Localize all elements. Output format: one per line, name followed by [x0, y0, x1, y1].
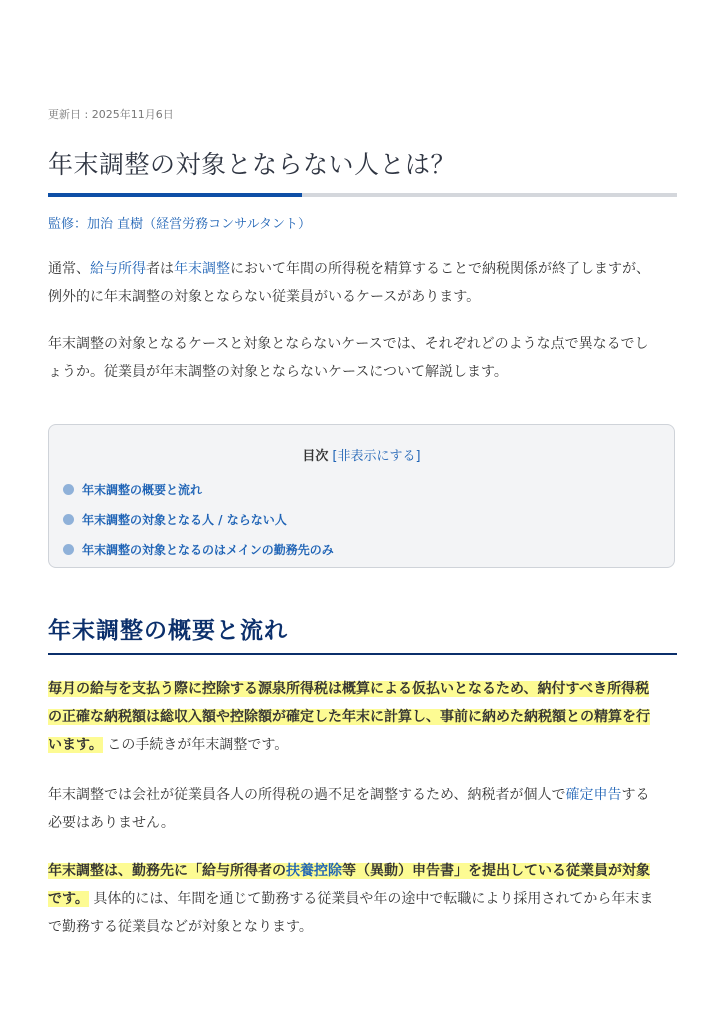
link-nenmatsu-chosei[interactable]: 年末調整 — [174, 261, 230, 277]
text-segment: この手続きが年末調整です。 — [107, 737, 289, 753]
intro-paragraph-2 — [48, 330, 678, 386]
section-paragraph-1-line-1 — [48, 675, 678, 703]
section-paragraph-2 — [48, 781, 678, 837]
text-segment: 年末調整では会社が従業員各人の所得税の過不足を調整するため、納税者が個人で — [48, 787, 566, 803]
intro-paragraph-1-line-2: 例外的に年末調整の対象とならない従業員がいるケースがあります。 — [48, 289, 481, 305]
title-underline-accent — [48, 193, 302, 197]
bullet-icon — [63, 484, 74, 495]
table-of-contents — [48, 424, 675, 568]
toc-item-label: 年末調整の対象となるのはメインの勤務先のみ — [82, 543, 334, 557]
toc-heading: 目次 — [302, 449, 329, 464]
text-segment: 年末調整は、勤務先に「給与所得者の — [48, 863, 286, 879]
intro-paragraph-1 — [48, 255, 678, 311]
section-paragraph-1-line-3 — [48, 731, 678, 759]
section-paragraph-3-line-3: で勤務する従業員などが対象となります。 — [48, 919, 313, 935]
toc-item-label: 年末調整の対象となる人 / ならない人 — [82, 513, 287, 527]
highlighted-text: 毎月の給与を支払う際に控除する源泉所得税は概算による仮払いとなるため、納付すべき所得税 — [48, 681, 650, 697]
toc-item-label: 年末調整の概要と流れ — [82, 483, 203, 497]
supervisor-credit[interactable]: 監修：加治 直樹（経営労務コンサルタント） — [48, 217, 311, 232]
text-segment: 等（異動）申告書」を提出している従業員が対象 — [342, 863, 650, 879]
text-segment: 者は — [146, 261, 174, 277]
section-paragraph-3-line-2 — [48, 885, 678, 913]
toc-item[interactable] — [63, 511, 287, 528]
text-segment: 通常、 — [48, 261, 90, 277]
text-segment: において年間の所得税を精算することで納税関係が終了しますが、 — [230, 261, 650, 277]
toc-toggle-button[interactable]: [非表示にする] — [332, 449, 421, 464]
page-title: 年末調整の対象とならない人とは？ — [48, 150, 457, 179]
section-paragraph-2-line-2: 必要はありません。 — [48, 815, 175, 831]
highlighted-text: です。 — [48, 891, 89, 907]
highlighted-text — [48, 863, 650, 879]
text-segment: 具体的には、年間を通じて勤務する従業員や年の途中で転職により採用されてから年末ま — [93, 891, 654, 907]
intro-paragraph-2-line-1: 年末調整の対象となるケースと対象とならないケースでは、それぞれどのような点で異なるでし — [48, 336, 649, 352]
link-kakutei-shinkoku[interactable]: 確定申告 — [565, 787, 622, 803]
link-kyuyo-shotoku[interactable]: 給与所得 — [90, 261, 146, 277]
toc-header — [49, 445, 674, 464]
bullet-icon — [63, 514, 74, 525]
updated-date: 更新日 : 2025年11月6日 — [48, 108, 174, 121]
section-paragraph-1-line-2 — [48, 703, 678, 731]
text-segment: する — [621, 787, 650, 803]
section-paragraph-3 — [48, 857, 678, 941]
intro-paragraph-1-line-1 — [48, 255, 678, 283]
toc-item[interactable] — [63, 481, 202, 498]
section-heading-rule — [48, 653, 677, 655]
intro-paragraph-2-line-2: ょうか。従業員が年末調整の対象とならないケースについて解説します。 — [48, 364, 508, 380]
highlighted-text: います。 — [48, 737, 103, 753]
highlighted-text: の正確な納税額は総収入額や控除額が確定した年末に計算し、事前に納めた納税額との精算を行 — [48, 709, 650, 725]
section-paragraph-3-line-1 — [48, 857, 678, 885]
section-paragraph-2-line-1 — [48, 781, 678, 809]
bullet-icon — [63, 544, 74, 555]
toc-item[interactable] — [63, 541, 334, 558]
link-fuyo-kojo[interactable]: 扶養控除 — [286, 863, 342, 879]
section-heading: 年末調整の概要と流れ — [48, 618, 288, 644]
title-underline — [48, 193, 677, 197]
section-paragraph-1 — [48, 675, 678, 759]
